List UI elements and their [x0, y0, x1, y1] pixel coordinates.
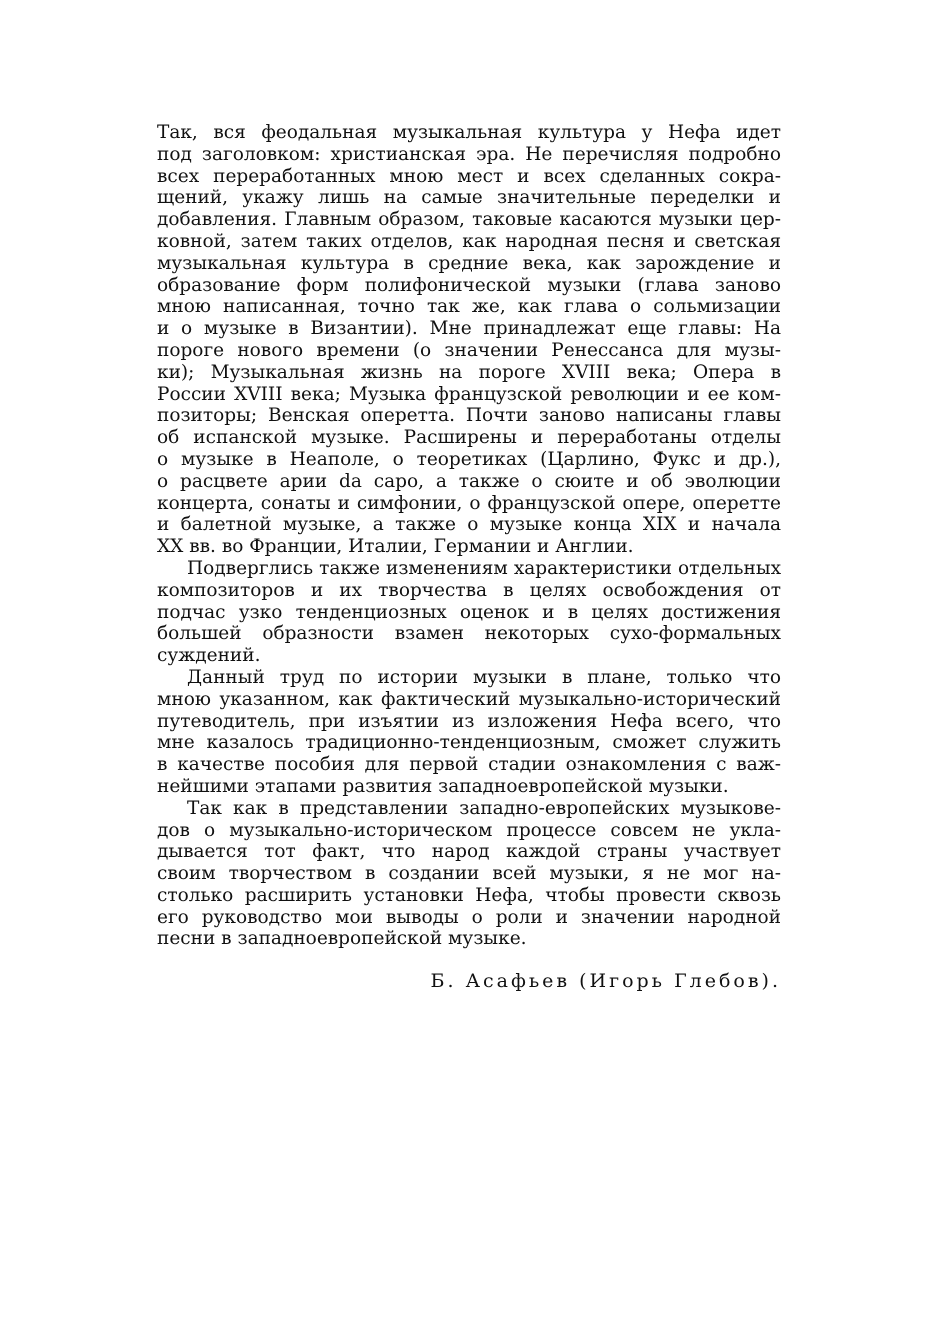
text-line: щений, укажу лишь на самые значительные переделки и — [157, 187, 781, 209]
text-line: под заголовком: христианская эра. Не перечисляя подробно — [157, 143, 781, 165]
text-line: дов о музыкально-историческом процессе совсем не укла- — [157, 819, 781, 841]
text-line: о музыке в Неаполе, о теоретиках (Царлино, Фукс и др.), — [157, 448, 781, 470]
text-line: концерта, сонаты и симфонии, о французской опере, оперетте — [157, 492, 781, 514]
text-line: Данный труд по истории музыки в плане, только что — [187, 666, 781, 688]
text-line: Так, вся феодальная музыкальная культура у Нефа идет — [157, 122, 781, 143]
text-line: добавления. Главным образом, таковые касаются музыки цер- — [157, 209, 781, 231]
text-line: пороге нового времени (о значении Ренессанса для музы- — [157, 339, 781, 361]
text-line: всех переработанных мною мест и всех сделанных сокра- — [157, 165, 781, 187]
text-line: суждений. — [157, 645, 261, 667]
preface-text — [157, 122, 781, 950]
author-signature: Б. Асафьев (Игорь Глебов). — [430, 970, 781, 992]
text-line: композиторов и их творчества в целях освобождения от — [157, 579, 781, 601]
text-line: его руководство мои выводы о роли и значении народной — [157, 906, 781, 928]
text-line: большей образности взамен некоторых сухо-формальных — [157, 623, 781, 645]
text-line: мною написанная, точно так же, как глава о сольмизации — [157, 296, 781, 318]
text-line: музыкальная культура в средние века, как зарождение и — [157, 252, 781, 274]
text-line: песни в западноевропейской музыке. — [157, 928, 527, 950]
text-line: ковной, затем таких отделов, как народная песня и светская — [157, 230, 781, 252]
text-line: своим творчеством в создании всей музыки, я не мог на- — [157, 863, 781, 885]
text-line: и балетной музыке, а также о музыке конца XIX и начала — [157, 514, 781, 536]
text-line: об испанской музыке. Расширены и переработаны отделы — [157, 427, 781, 449]
text-line: о расцвете арии da capo, а также о сюите и об эволюции — [157, 470, 781, 492]
text-line: позиторы; Венская оперетта. Почти заново написаны главы — [157, 405, 781, 427]
text-line: подчас узко тенденциозных оценок и в целях достижения — [157, 601, 781, 623]
text-line: нейшими этапами развития западноевропейской музыки. — [157, 775, 729, 797]
text-line: Подверглись также изменениям характеристики отдельных — [187, 557, 781, 579]
text-line: образование форм полифонической музыки (глава заново — [157, 274, 781, 296]
text-line: путеводитель, при изъятии из изложения Нефа всего, что — [157, 710, 781, 732]
text-line: в качестве пособия для первой стадии ознакомления с важ- — [157, 754, 781, 776]
text-line: мне казалось традиционно-тенденциозным, сможет служить — [157, 732, 781, 754]
text-line: Так как в представлении западно-европейских музыкове- — [187, 797, 781, 819]
text-line: дывается тот факт, что народ каждой страны участвует — [157, 841, 781, 863]
text-line: мною указанном, как фактический музыкально-исторический — [157, 688, 781, 710]
text-line: России XVIII века; Музыка французской революции и ее ком- — [157, 383, 781, 405]
text-line: ки); Музыкальная жизнь на пороге XVIII века; Опера в — [157, 361, 781, 383]
text-line: XX вв. во Франции, Италии, Германии и Англии. — [157, 536, 634, 558]
text-line: и о музыке в Византии). Мне принадлежат еще главы: На — [157, 318, 781, 340]
text-line: столько расширить установки Нефа, чтобы провести сквозь — [157, 884, 781, 906]
